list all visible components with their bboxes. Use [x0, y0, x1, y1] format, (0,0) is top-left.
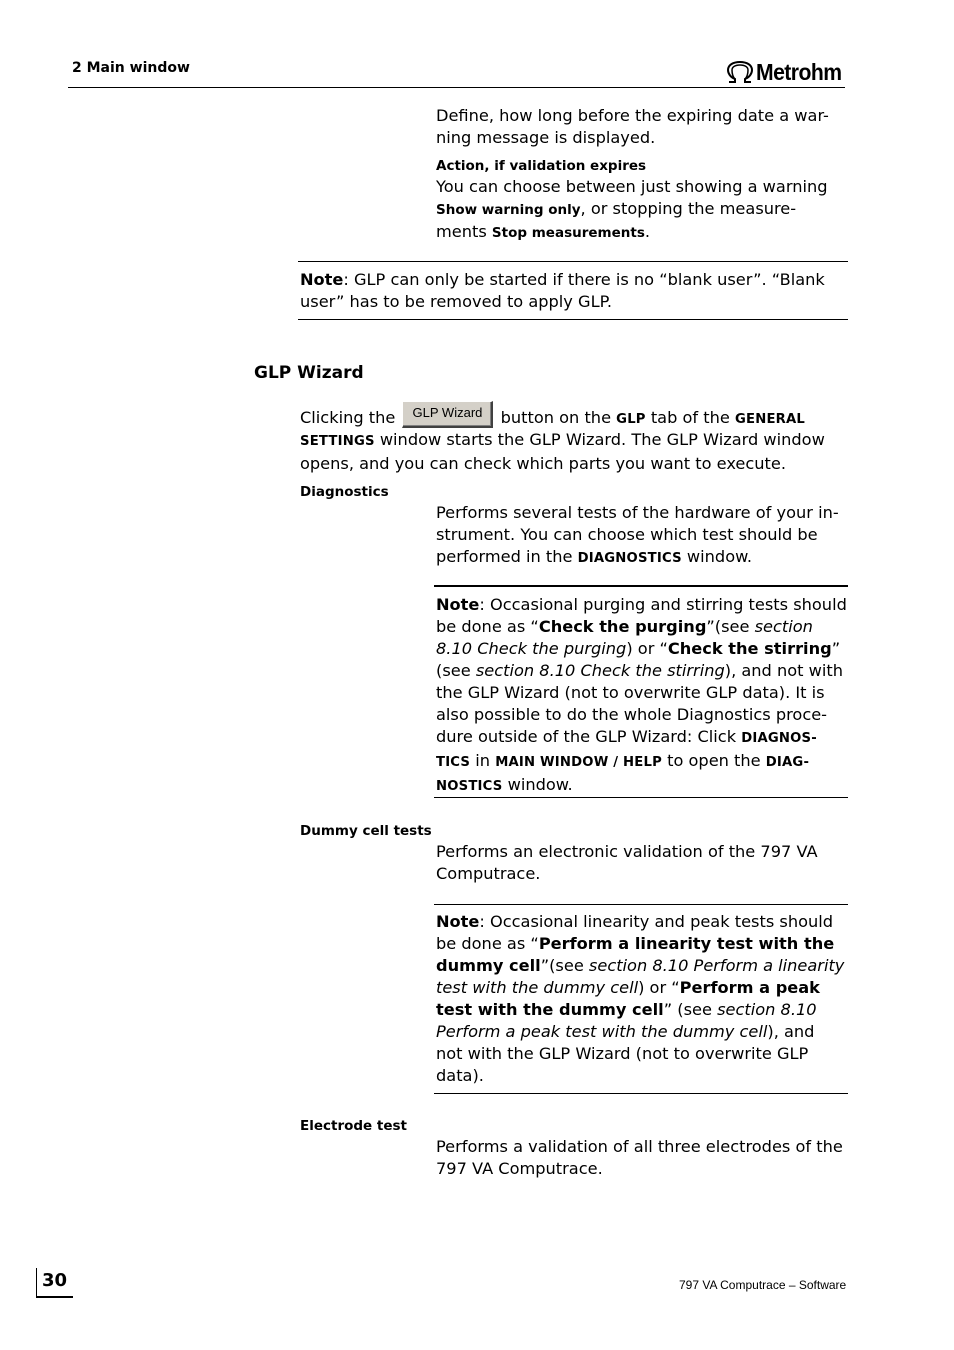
- action-description: [436, 176, 846, 244]
- header-rule: [68, 87, 845, 88]
- glp-wizard-button[interactable]: GLP Wizard: [402, 401, 493, 428]
- text-fragment: ) or “: [626, 639, 668, 658]
- text-fragment: ), and: [767, 1022, 815, 1041]
- diagnostics-label: Diagnostics: [300, 484, 389, 500]
- option-show-warning: Show warning only: [436, 202, 581, 218]
- text-fragment: Check the purging: [538, 617, 707, 636]
- text-line: user” has to be removed to apply GLP.: [300, 292, 612, 311]
- text-fragment: window starts the GLP Wizard. The GLP Wizard window: [374, 430, 825, 449]
- logo-wordmark: Metrohm: [756, 58, 842, 85]
- chapter-title: 2 Main window: [72, 60, 190, 76]
- text-line: Performs several tests of the hardware of your in-: [436, 503, 839, 522]
- text-line: Define, how long before the expiring date a war-: [436, 106, 829, 125]
- text-fragment: test with the dummy cell: [436, 978, 639, 997]
- text-fragment: section 8.10: [717, 1000, 817, 1019]
- text-fragment: window.: [502, 775, 573, 794]
- text-fragment: dummy cell: [436, 956, 541, 975]
- text-fragment: section: [754, 617, 813, 636]
- text-line: Performs a validation of all three electrodes of the: [436, 1137, 843, 1156]
- option-stop-measurements: Stop measurements: [491, 225, 645, 241]
- text-line: [436, 616, 850, 638]
- text-fragment: Perform a peak: [679, 978, 820, 997]
- text-line: not with the GLP Wizard (not to overwrite GLP: [436, 1044, 809, 1063]
- note-rule-top: [298, 261, 848, 262]
- note-rule-bottom: [434, 1093, 848, 1094]
- expiry-intro: [436, 105, 846, 149]
- keyword-glp-tab: GLP: [616, 412, 646, 427]
- page-number-frame-bottom: [36, 1296, 73, 1298]
- text-fragment: : Occasional purging and stirring tests should: [479, 595, 847, 614]
- keyword-diagnostics: DIAGNOSTICS: [577, 551, 682, 566]
- text-fragment: in: [470, 751, 496, 770]
- text-fragment: ”: [831, 639, 841, 658]
- text-line: also possible to do the whole Diagnostics proce-: [436, 705, 828, 724]
- note-rule-bottom: [298, 319, 848, 320]
- text-fragment: ” (see: [663, 1000, 718, 1019]
- note-rule-bottom: [434, 797, 848, 798]
- text-line: [436, 750, 850, 774]
- note-label: Note: [436, 595, 480, 614]
- keyword-settings: SETTINGS: [300, 434, 375, 449]
- text-line: [436, 999, 850, 1021]
- text-fragment: section 8.10 Perform a linearity: [588, 956, 845, 975]
- text-line: ning message is displayed.: [436, 128, 656, 147]
- note-rule-top: [434, 585, 848, 587]
- keyword-diagnostics: TICS: [436, 755, 471, 770]
- electrode-test-description: [436, 1136, 848, 1180]
- glp-wizard-paragraph: [300, 397, 850, 475]
- note-linearity-peak: [436, 911, 850, 1087]
- text-line: [436, 774, 850, 798]
- dummy-cell-label: Dummy cell tests: [300, 823, 432, 839]
- text-line: [436, 660, 850, 682]
- text-fragment: ”(see: [540, 956, 589, 975]
- text-line: [436, 638, 850, 660]
- text-fragment: tab of the: [645, 408, 735, 427]
- text-fragment: to open the: [661, 751, 766, 770]
- note-label: Note: [300, 270, 344, 289]
- text-fragment: (see: [436, 661, 476, 680]
- note-purging-stirring: [436, 594, 850, 798]
- text-line: [436, 977, 850, 999]
- note-glp-blank-user: [300, 269, 848, 313]
- text-line: [436, 1021, 850, 1043]
- text-line: 797 VA Computrace.: [436, 1159, 603, 1178]
- keyword-diagnostics: DIAG-: [765, 755, 810, 770]
- electrode-test-label: Electrode test: [300, 1118, 408, 1134]
- text-fragment: Perform a peak test with the dummy cell: [436, 1022, 768, 1041]
- text-fragment: ments: [436, 222, 492, 241]
- text-line: [436, 955, 850, 977]
- keyword-diagnostics: DIAGNOS-: [741, 731, 817, 746]
- text-fragment: , or stopping the measure-: [580, 199, 797, 218]
- text-fragment: ”(see: [706, 617, 755, 636]
- text-fragment: ), and not with: [724, 661, 843, 680]
- text-fragment: : Occasional linearity and peak tests should: [479, 912, 834, 931]
- action-label: Action, if validation expires: [436, 158, 647, 174]
- text-fragment: Perform a linearity test with the: [538, 934, 835, 953]
- text-line: [436, 594, 850, 616]
- keyword-general: GENERAL: [734, 412, 806, 427]
- section-heading: GLP Wizard: [254, 363, 364, 383]
- text-line: [436, 911, 850, 933]
- text-line: [436, 726, 850, 750]
- text-fragment: window.: [681, 547, 752, 566]
- text-fragment: be done as “: [436, 617, 539, 636]
- text-fragment: Check the stirring: [667, 639, 832, 658]
- metrohm-logo: [726, 58, 849, 86]
- text-fragment: : GLP can only be started if there is no “blank user”. “Blank: [343, 270, 825, 289]
- text-fragment: ) or “: [638, 978, 680, 997]
- text-line: [436, 546, 848, 570]
- keyword-main-window-help: MAIN WINDOW / HELP: [495, 755, 662, 770]
- document-title: 797 VA Computrace – Software: [679, 1278, 847, 1292]
- page-number: 30: [42, 1270, 68, 1291]
- omega-icon: [726, 60, 754, 84]
- text-line: Computrace.: [436, 864, 541, 883]
- text-fragment: Clicking the: [300, 408, 401, 427]
- text-line: [300, 269, 848, 291]
- text-line: [300, 429, 850, 453]
- text-line: the GLP Wizard (not to overwrite GLP data). It is: [436, 683, 825, 702]
- text-fragment: 8.10 Check the purging: [436, 639, 627, 658]
- text-line: [436, 933, 850, 955]
- text-line: strument. You can choose which test should be: [436, 525, 818, 544]
- text-line: [436, 198, 846, 221]
- text-line: Performs an electronic validation of the 797 VA: [436, 842, 818, 861]
- note-rule-top: [434, 904, 848, 905]
- dummy-cell-description: [436, 841, 848, 885]
- text-fragment: performed in the: [436, 547, 578, 566]
- text-fragment: test with the dummy cell: [436, 1000, 664, 1019]
- text-line: You can choose between just showing a warning: [436, 177, 828, 196]
- text-line: [436, 221, 846, 244]
- text-fragment: be done as “: [436, 934, 539, 953]
- text-fragment: button on the: [495, 408, 617, 427]
- text-fragment: dure outside of the GLP Wizard: Click: [436, 727, 742, 746]
- text-fragment: .: [644, 222, 651, 241]
- diagnostics-description: [436, 502, 848, 570]
- text-line: opens, and you can check which parts you want to execute.: [300, 454, 786, 473]
- page-number-frame-left: [36, 1268, 37, 1298]
- text-line: [300, 407, 850, 429]
- text-fragment: section 8.10 Check the stirring: [475, 661, 725, 680]
- note-label: Note: [436, 912, 480, 931]
- text-line: data).: [436, 1066, 484, 1085]
- keyword-diagnostics: NOSTICS: [436, 779, 503, 794]
